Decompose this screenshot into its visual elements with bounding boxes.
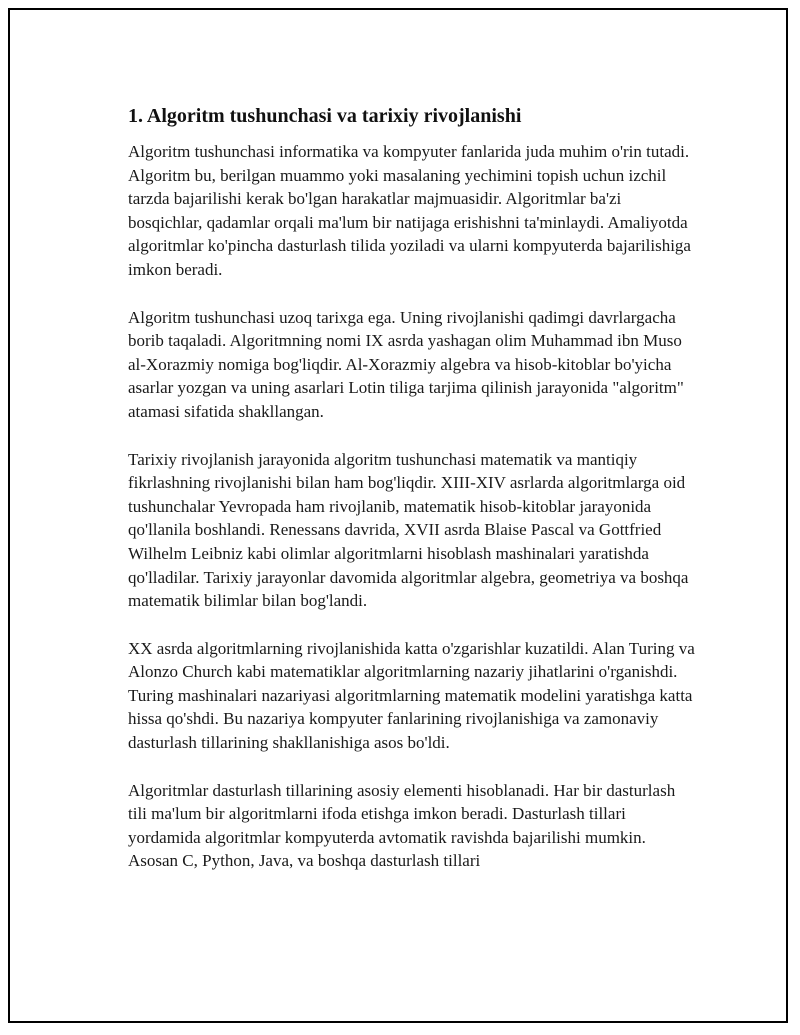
document-body — [128, 102, 698, 897]
paragraph-history-origin: Algoritm tushunchasi uzoq tarixga ega. Uning rivojlanishi qadimgi davrlargacha borib taqaladi. Algoritmning nomi IX asrda yashagan olim Muhammad ibn Muso al-Xorazmiy nomiga bog'liqdir. Al-Xorazmiy algebra va hisob-kitoblar bo'yicha asarlar yozgan va uning asarlari Lotin tiliga tarjima qilinish jarayonida "algoritm" atamasi sifatida shakllangan. — [128, 307, 684, 421]
page-frame — [8, 8, 788, 1023]
paragraph-definition: Algoritm tushunchasi informatika va kompyuter fanlarida juda muhim o'rin tutadi. Algoritm bu, berilgan muammo yoki masalaning yechimini topish uchun izchil tarzda bajarilishi kerak bo'lgan harakatlar majmuasidir. Algoritmlar ba'zi bosqichlar, qadamlar orqali ma'lum bir natijaga erishishni ta'minlaydi. Amaliyotda algoritmlar ko'pincha dasturlash tilida yoziladi va ularni kompyuterda bajarilishiga imkon beradi. — [128, 142, 691, 279]
paragraph-programming-languages: Algoritmlar dasturlash tillarining asosiy elementi hisoblanadi. Har bir dasturlash tili ma'lum bir algoritmlarni ifoda etishga imkon beradi. Dasturlash tillari yordamida algoritmlar kompyuterda avtomatik ravishda bajarilishi mumkin. Asosan C, Python, Java, va boshqa dasturlash tillari — [128, 780, 676, 871]
paragraph-historical-development: Tarixiy rivojlanish jarayonida algoritm tushunchasi matematik va mantiqiy fikrlashning rivojlanishi bilan ham bog'liqdir. XIII-XIV asrlarda algoritmlarga oid tushunchalar Yevropada ham rivojlanib, matematik hisob-kitoblar jarayonida qo'llanila boshlandi. Renessans davrida, XVII asrda Blaise Pascal va Gottfried Wilhelm Leibniz kabi olimlar algoritmlarni hisoblash mashinalari yaratishda qo'lladilar. Tarixiy jarayonlar davomida algoritmlar algebra, geometriya va boshqa matematik bilimlar bilan bog'landi. — [128, 449, 689, 611]
paragraph-twentieth-century: XX asrda algoritmlarning rivojlanishida katta o'zgarishlar kuzatildi. Alan Turing va Alonzo Church kabi matematiklar algoritmlarning nazariy jihatlarini o'rganishdi. Turing mashinalari nazariyasi algoritmlarning matematik modelini yaratishga katta hissa qo'shdi. Bu nazariya kompyuter fanlarining rivojlanishiga va zamonaviy dasturlash tillarining shakllanishiga asos bo'ldi. — [128, 638, 695, 753]
section-heading: 1. Algoritm tushunchasi va tarixiy rivojlanishi — [128, 105, 522, 127]
